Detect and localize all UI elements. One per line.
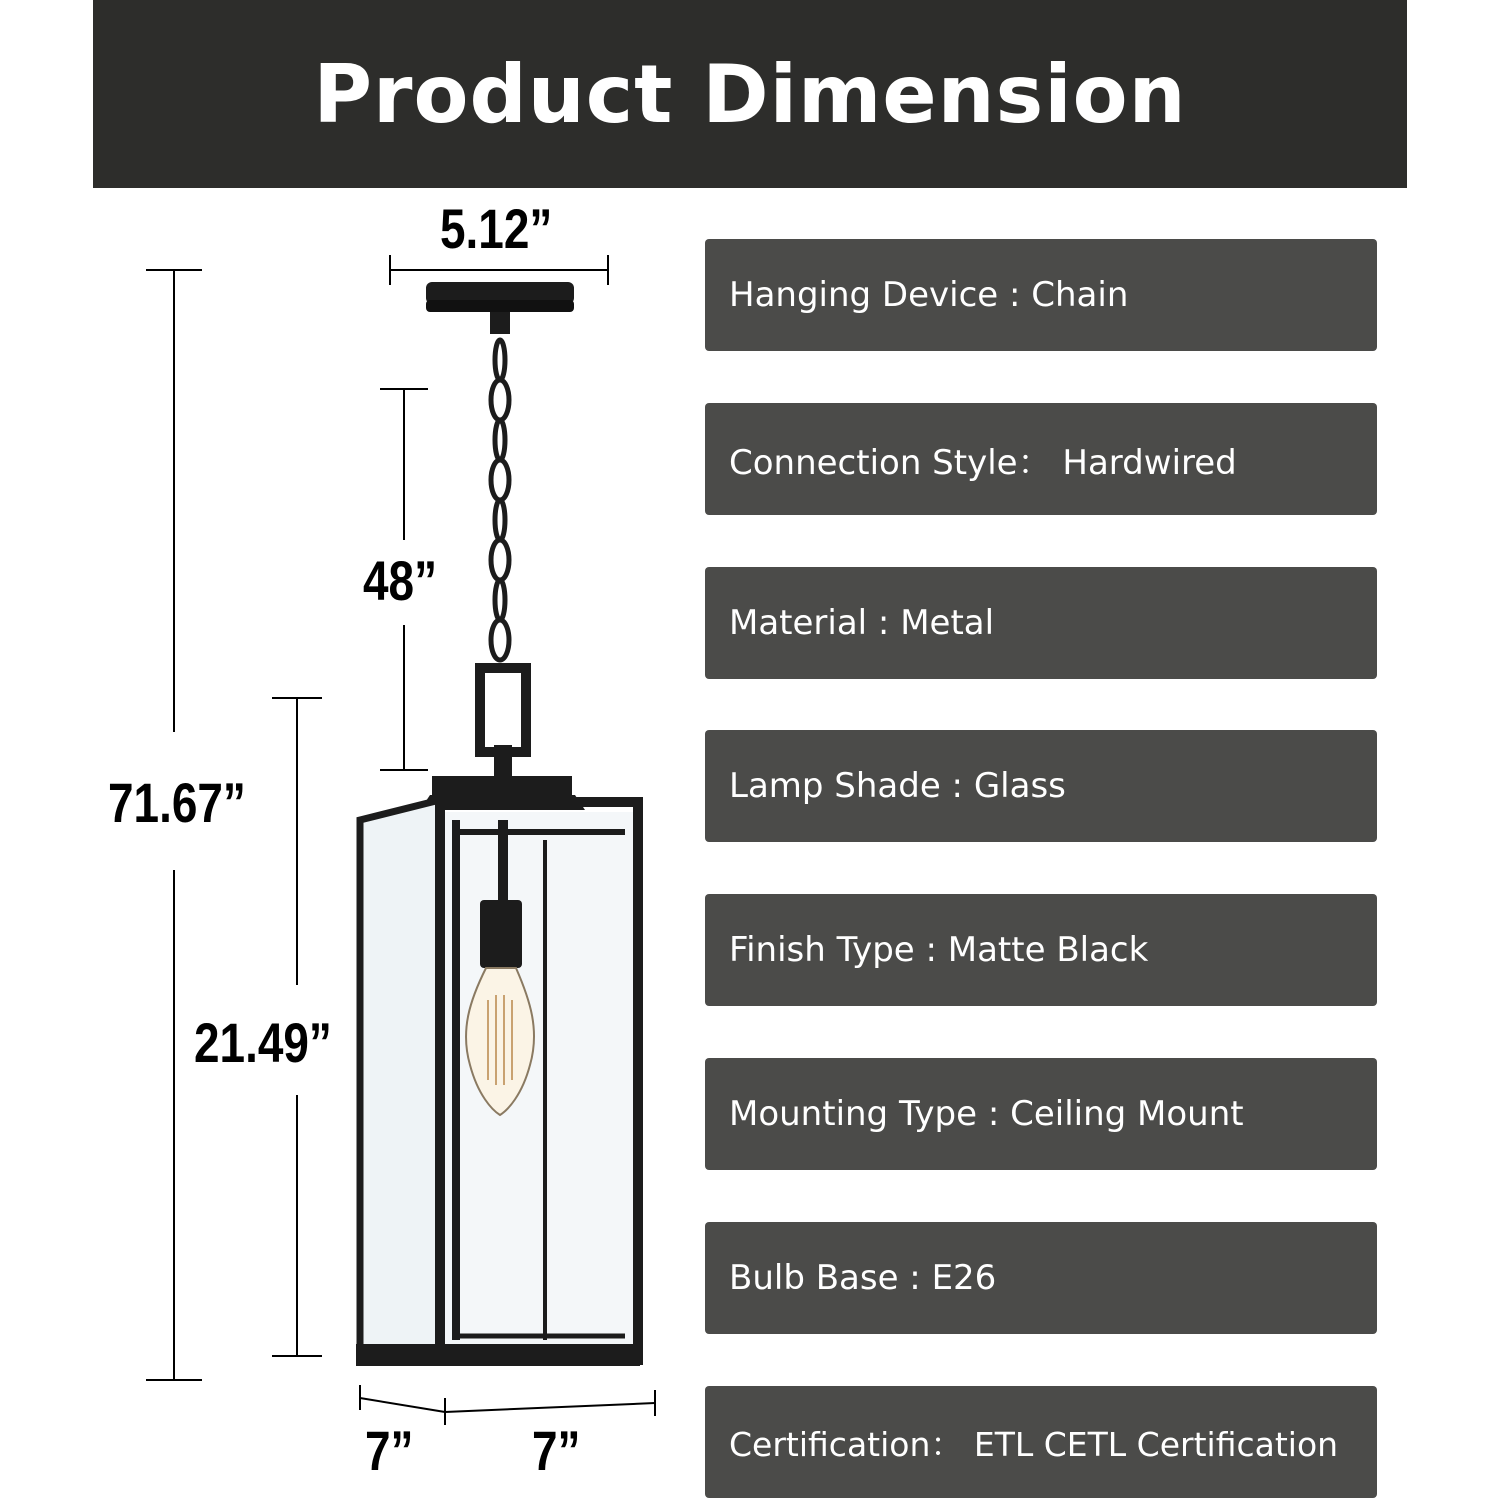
spec-hanging-device bbox=[705, 239, 1377, 351]
spec-lamp-shade bbox=[705, 730, 1377, 842]
width-line bbox=[445, 1403, 655, 1412]
canopy-nut bbox=[490, 312, 510, 334]
lantern-base bbox=[356, 1344, 640, 1366]
hanger-stem bbox=[494, 745, 512, 777]
spec-bulb-base bbox=[705, 1222, 1377, 1334]
spec-text: Material : Metal bbox=[729, 603, 995, 643]
hanging-chain bbox=[491, 340, 509, 660]
glass-panel-left bbox=[362, 802, 438, 1358]
socket-rod bbox=[498, 820, 508, 900]
bulb-socket bbox=[480, 900, 522, 968]
depth-label: 7” bbox=[365, 1419, 414, 1482]
spec-mounting-type bbox=[705, 1058, 1377, 1170]
ceiling-canopy-base bbox=[426, 300, 574, 312]
spec-text: Lamp Shade : Glass bbox=[729, 766, 1066, 806]
chain-length-label: 48” bbox=[363, 549, 438, 612]
spec-material bbox=[705, 567, 1377, 679]
spec-connection-style bbox=[705, 403, 1377, 515]
depth-line bbox=[360, 1398, 445, 1412]
lantern-top-plate bbox=[432, 776, 572, 798]
glass-panel-front bbox=[442, 812, 638, 1358]
spec-text: Finish Type : Matte Black bbox=[729, 930, 1149, 970]
spec-text: Certification： ETL CETL Certification bbox=[729, 1424, 1339, 1464]
width-label: 7” bbox=[532, 1419, 581, 1482]
page-title: Product Dimension bbox=[313, 47, 1187, 141]
spec-finish-type bbox=[705, 894, 1377, 1006]
overall-height-label: 71.67” bbox=[108, 771, 246, 834]
spec-text: Bulb Base : E26 bbox=[729, 1258, 997, 1298]
lantern-height-label: 21.49” bbox=[194, 1011, 332, 1074]
spec-text: Connection Style： Hardwired bbox=[729, 442, 1237, 483]
hanger-loop bbox=[480, 668, 526, 752]
pendant-lamp-image bbox=[356, 282, 640, 1366]
canopy-width-label: 5.12” bbox=[440, 197, 553, 260]
spec-text: Hanging Device : Chain bbox=[729, 275, 1129, 315]
spec-text: Mounting Type : Ceiling Mount bbox=[729, 1094, 1244, 1134]
spec-certification bbox=[705, 1386, 1377, 1498]
